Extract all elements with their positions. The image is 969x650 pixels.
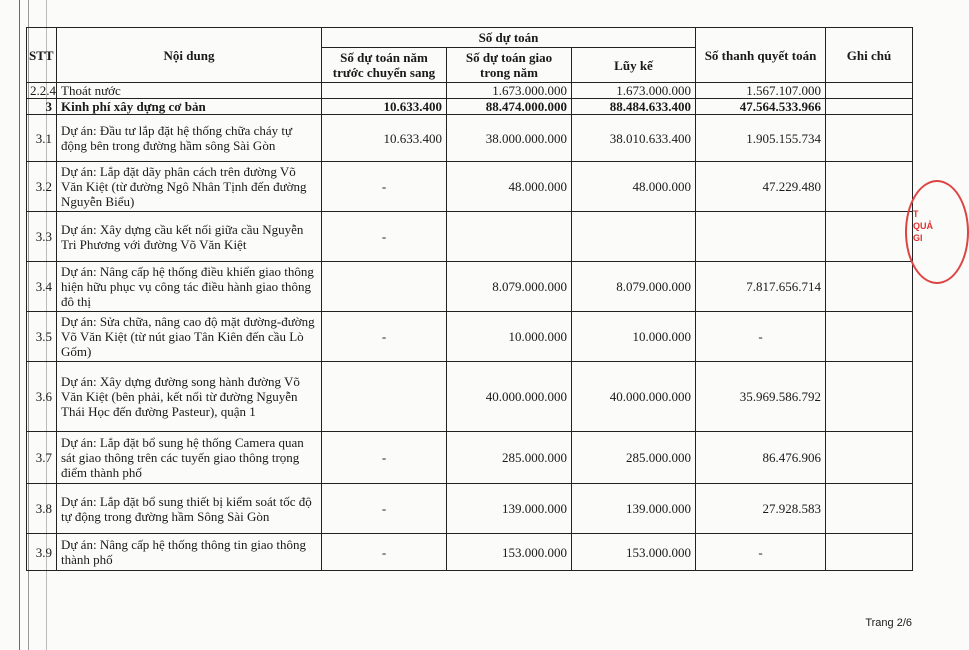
table-row <box>27 99 913 115</box>
row-note <box>826 534 913 571</box>
row-year <box>447 212 572 262</box>
table-row <box>27 362 913 432</box>
row-settlement: - <box>696 534 826 571</box>
row-settlement: 1.905.155.734 <box>696 115 826 162</box>
row-stt: 3.8 <box>27 484 57 534</box>
row-note <box>826 484 913 534</box>
row-note <box>826 312 913 362</box>
header-content: Nội dung <box>57 28 322 83</box>
row-stt: 3.1 <box>27 115 57 162</box>
table-row <box>27 83 913 99</box>
row-note <box>826 99 913 115</box>
row-prev: - <box>322 212 447 262</box>
table-row <box>27 534 913 571</box>
row-note <box>826 83 913 99</box>
table-row <box>27 432 913 484</box>
row-content: Dự án: Đầu tư lắp đặt hệ thống chữa cháy tự động bên trong đường hầm sông Sài Gòn <box>57 115 322 162</box>
row-cumulative: 48.000.000 <box>572 162 696 212</box>
header-budget-group: Số dự toán <box>322 28 696 48</box>
row-cumulative: 285.000.000 <box>572 432 696 484</box>
row-content: Dự án: Lắp đặt dãy phân cách trên đường Võ Văn Kiệt (từ đường Ngô Nhân Tịnh đến đường Nguyễn Biểu) <box>57 162 322 212</box>
header-cumulative: Lũy kế <box>572 48 696 83</box>
table-row <box>27 484 913 534</box>
row-content: Kinh phí xây dựng cơ bản <box>57 99 322 115</box>
row-stt: 3.7 <box>27 432 57 484</box>
stamp-line: GI <box>913 233 923 243</box>
header-settlement: Số thanh quyết toán <box>696 28 826 83</box>
stamp-line: T <box>913 209 919 219</box>
stamp-line: QUẢ <box>913 221 933 231</box>
row-cumulative <box>572 212 696 262</box>
row-cumulative: 1.673.000.000 <box>572 83 696 99</box>
table-row <box>27 162 913 212</box>
row-prev <box>322 262 447 312</box>
row-note <box>826 162 913 212</box>
table-row <box>27 262 913 312</box>
row-note <box>826 432 913 484</box>
row-content: Thoát nước <box>57 83 322 99</box>
row-note <box>826 262 913 312</box>
header-this-year: Số dự toán giao trong năm <box>447 48 572 83</box>
row-settlement: 47.229.480 <box>696 162 826 212</box>
row-year: 40.000.000.000 <box>447 362 572 432</box>
page-number: Trang 2/6 <box>865 617 912 629</box>
row-settlement: 1.567.107.000 <box>696 83 826 99</box>
row-stt: 3.5 <box>27 312 57 362</box>
header-prev-year: Số dự toán năm trước chuyển sang <box>322 48 447 83</box>
row-cumulative: 8.079.000.000 <box>572 262 696 312</box>
row-cumulative: 38.010.633.400 <box>572 115 696 162</box>
row-year: 8.079.000.000 <box>447 262 572 312</box>
row-settlement: 7.817.656.714 <box>696 262 826 312</box>
table-row <box>27 212 913 262</box>
row-year: 48.000.000 <box>447 162 572 212</box>
header-row-1 <box>27 28 913 48</box>
row-stt: 2.2.4 <box>27 83 57 99</box>
row-prev: - <box>322 484 447 534</box>
row-settlement: - <box>696 312 826 362</box>
row-stt: 3.6 <box>27 362 57 432</box>
row-content: Dự án: Xây dựng đường song hành đường Võ Văn Kiệt (bên phải, kết nối từ đường Nguyễn Thái Học đến đường Pasteur), quận 1 <box>57 362 322 432</box>
row-settlement: 27.928.583 <box>696 484 826 534</box>
row-content: Dự án: Nâng cấp hệ thống thông tin giao thông thành phố <box>57 534 322 571</box>
row-note <box>826 212 913 262</box>
row-cumulative: 139.000.000 <box>572 484 696 534</box>
row-settlement: 35.969.586.792 <box>696 362 826 432</box>
row-content: Dự án: Sửa chữa, nâng cao độ mặt đường-đường Võ Văn Kiệt (từ nút giao Tân Kiên đến cầu Lò Gốm) <box>57 312 322 362</box>
row-year: 88.474.000.000 <box>447 99 572 115</box>
row-stt: 3.9 <box>27 534 57 571</box>
row-stt: 3.2 <box>27 162 57 212</box>
row-prev: - <box>322 162 447 212</box>
row-cumulative: 88.484.633.400 <box>572 99 696 115</box>
row-settlement: 47.564.533.966 <box>696 99 826 115</box>
row-content: Dự án: Nâng cấp hệ thống điều khiển giao thông hiện hữu phục vụ công tác điều hành giao thông đô thị <box>57 262 322 312</box>
row-year: 38.000.000.000 <box>447 115 572 162</box>
row-content: Dự án: Lắp đặt bổ sung thiết bị kiểm soát tốc độ tự động trong đường hầm Sông Sài Gòn <box>57 484 322 534</box>
row-year: 285.000.000 <box>447 432 572 484</box>
row-year: 1.673.000.000 <box>447 83 572 99</box>
header-note: Ghi chú <box>826 28 913 83</box>
row-year: 153.000.000 <box>447 534 572 571</box>
row-content: Dự án: Lắp đặt bổ sung hệ thống Camera quan sát giao thông trên các tuyến giao thông trọng điểm thành phố <box>57 432 322 484</box>
row-prev: - <box>322 534 447 571</box>
row-prev <box>322 362 447 432</box>
row-prev: 10.633.400 <box>322 99 447 115</box>
row-prev: - <box>322 312 447 362</box>
budget-table <box>26 27 913 571</box>
table-row <box>27 115 913 162</box>
row-cumulative: 10.000.000 <box>572 312 696 362</box>
table-row <box>27 312 913 362</box>
row-year: 10.000.000 <box>447 312 572 362</box>
stamp-text <box>913 208 933 244</box>
row-prev: 10.633.400 <box>322 115 447 162</box>
row-prev <box>322 83 447 99</box>
row-stt: 3.4 <box>27 262 57 312</box>
row-settlement <box>696 212 826 262</box>
scan-edge-line <box>19 0 20 650</box>
row-year: 139.000.000 <box>447 484 572 534</box>
row-prev: - <box>322 432 447 484</box>
row-note <box>826 115 913 162</box>
row-settlement: 86.476.906 <box>696 432 826 484</box>
row-stt: 3.3 <box>27 212 57 262</box>
row-cumulative: 40.000.000.000 <box>572 362 696 432</box>
row-stt: 3 <box>27 99 57 115</box>
row-cumulative: 153.000.000 <box>572 534 696 571</box>
header-stt: STT <box>27 28 57 83</box>
row-content: Dự án: Xây dựng cầu kết nối giữa cầu Nguyễn Tri Phương với đường Võ Văn Kiệt <box>57 212 322 262</box>
row-note <box>826 362 913 432</box>
